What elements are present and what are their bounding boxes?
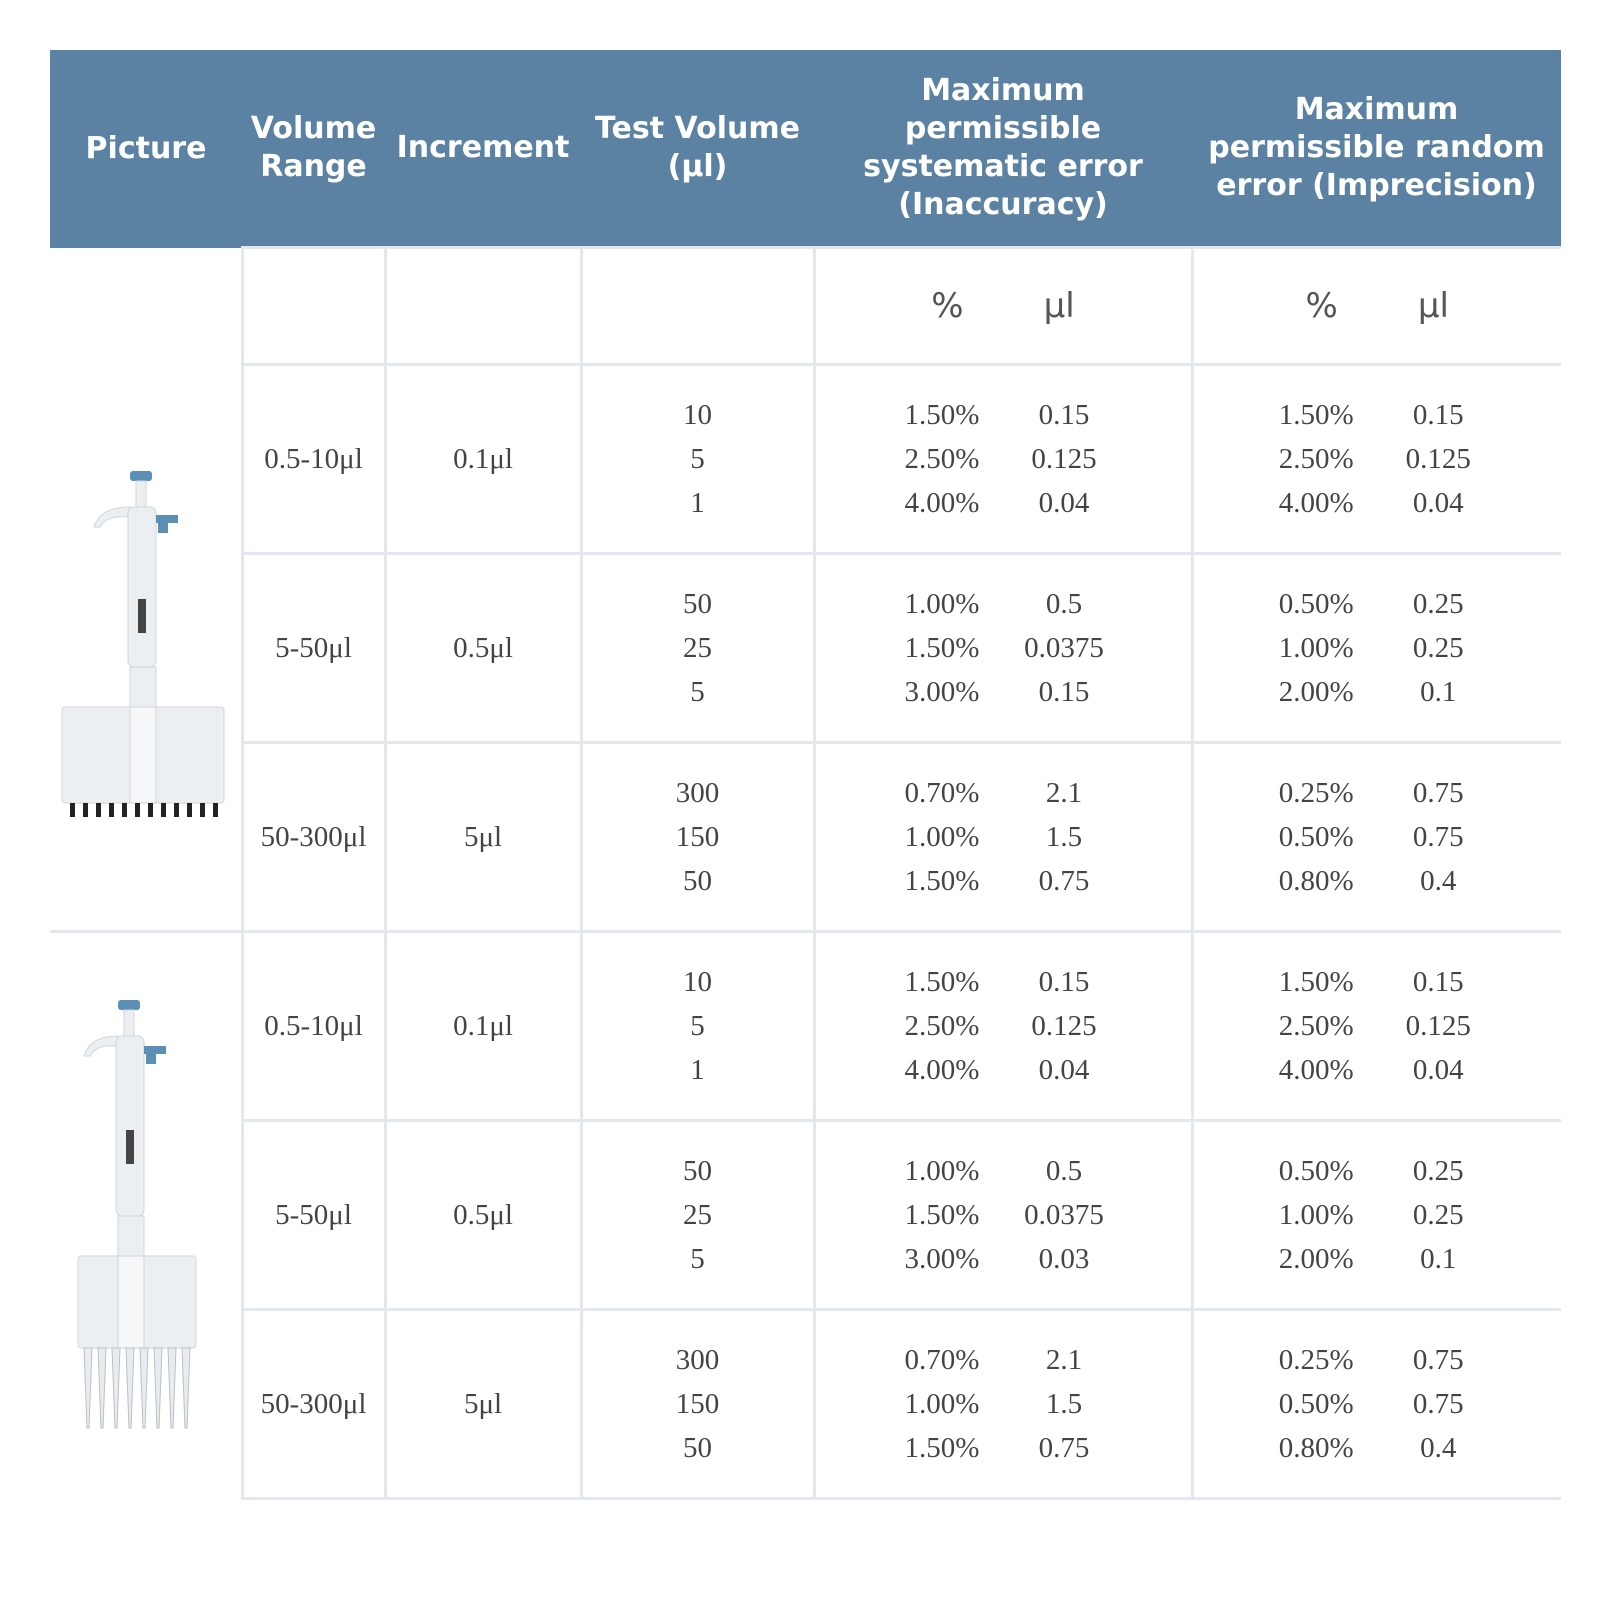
random-error-cell — [1192, 1310, 1561, 1499]
systematic-error-ul: 2.1 — [1045, 777, 1083, 809]
header-volume-range-line2: Range — [260, 149, 367, 184]
test-volume-value: 25 — [683, 632, 712, 664]
increment-cell: 0.5μl — [385, 1121, 581, 1310]
table-row — [50, 365, 1561, 554]
systematic-error-percent: 3.00% — [904, 1243, 980, 1275]
random-error-percent: 2.00% — [1278, 676, 1354, 708]
test-volume-value: 300 — [675, 777, 720, 809]
table-row — [50, 1310, 1561, 1499]
systematic-error-percent: 1.50% — [904, 1432, 980, 1464]
random-error-percent: 0.80% — [1278, 1432, 1354, 1464]
multichannel-pipette-12-channel-icon — [60, 467, 230, 827]
random-error-cell — [1192, 365, 1561, 554]
systematic-error-percent: 4.00% — [904, 487, 980, 519]
random-error-ul: 0.25 — [1412, 632, 1464, 664]
volume-range-cell: 0.5-10μl — [242, 932, 385, 1121]
systematic-error-percent: 3.00% — [904, 676, 980, 708]
random-error-percent: 1.50% — [1278, 399, 1354, 431]
random-error-cell — [1192, 932, 1561, 1121]
random-error-percent: 0.25% — [1278, 777, 1354, 809]
header-volume-range — [242, 50, 385, 248]
volume-range-cell: 50-300μl — [242, 1310, 385, 1499]
systematic-error-percent: 1.00% — [904, 1388, 980, 1420]
unit-rand-ul: μl — [1417, 286, 1449, 326]
random-error-ul: 0.4 — [1420, 865, 1457, 897]
table-row — [50, 1121, 1561, 1310]
systematic-error-ul: 0.15 — [1038, 676, 1090, 708]
header-random-line1: Maximum — [1294, 92, 1459, 127]
header-systematic-line3: (Inaccuracy) — [898, 187, 1108, 222]
random-error-ul: 0.15 — [1412, 966, 1464, 998]
unit-cell-empty — [385, 248, 581, 365]
random-error-percent: 0.50% — [1278, 821, 1354, 853]
systematic-error-percent: 1.50% — [904, 966, 980, 998]
systematic-error-ul: 0.0375 — [1024, 1199, 1104, 1231]
increment-cell: 0.1μl — [385, 932, 581, 1121]
random-error-ul: 0.125 — [1405, 1010, 1471, 1042]
volume-range-cell: 5-50μl — [242, 1121, 385, 1310]
header-systematic-line2: systematic error — [863, 149, 1143, 184]
header-test-volume-line1: Test Volume — [595, 111, 800, 146]
systematic-error-ul: 0.04 — [1038, 487, 1090, 519]
header-test-volume — [581, 50, 814, 248]
systematic-error-cell — [814, 1310, 1192, 1499]
header-systematic-error — [814, 50, 1192, 248]
systematic-error-ul: 0.75 — [1038, 1432, 1090, 1464]
test-volume-value: 5 — [690, 1010, 705, 1042]
random-error-cell — [1192, 743, 1561, 932]
systematic-error-percent: 4.00% — [904, 1054, 980, 1086]
systematic-error-ul: 0.125 — [1031, 443, 1097, 475]
table-row — [50, 743, 1561, 932]
systematic-error-percent: 1.00% — [904, 588, 980, 620]
increment-cell: 5μl — [385, 743, 581, 932]
systematic-error-percent: 1.50% — [904, 865, 980, 897]
test-volume-value: 5 — [690, 443, 705, 475]
random-error-percent: 1.50% — [1278, 966, 1354, 998]
random-error-ul: 0.25 — [1412, 588, 1464, 620]
header-picture: Picture — [50, 50, 242, 248]
unit-cell-random — [1192, 248, 1561, 365]
multichannel-pipette-8-channel-icon — [60, 996, 230, 1436]
systematic-error-percent: 2.50% — [904, 1010, 980, 1042]
test-volume-value: 50 — [683, 1155, 712, 1187]
volume-range-cell: 0.5-10μl — [242, 365, 385, 554]
test-volume-cell — [581, 365, 814, 554]
random-error-ul: 0.75 — [1412, 821, 1464, 853]
test-volume-value: 150 — [675, 821, 720, 853]
random-error-ul: 0.04 — [1412, 487, 1464, 519]
systematic-error-ul: 0.15 — [1038, 966, 1090, 998]
systematic-error-percent: 2.50% — [904, 443, 980, 475]
volume-range-cell: 50-300μl — [242, 743, 385, 932]
test-volume-value: 5 — [690, 1243, 705, 1275]
header-random-line2: permissible random — [1208, 130, 1545, 165]
systematic-error-percent: 1.50% — [904, 399, 980, 431]
increment-cell: 0.1μl — [385, 365, 581, 554]
unit-cell-empty — [581, 248, 814, 365]
systematic-error-percent: 1.50% — [904, 632, 980, 664]
systematic-error-ul: 0.5 — [1045, 588, 1083, 620]
volume-range-cell: 5-50μl — [242, 554, 385, 743]
random-error-percent: 0.50% — [1278, 1388, 1354, 1420]
systematic-error-percent: 1.00% — [904, 821, 980, 853]
unit-sys-ul: μl — [1043, 286, 1075, 326]
test-volume-value: 25 — [683, 1199, 712, 1231]
random-error-ul: 0.125 — [1405, 443, 1471, 475]
random-error-ul: 0.75 — [1412, 1388, 1464, 1420]
systematic-error-cell — [814, 1121, 1192, 1310]
random-error-percent: 1.00% — [1278, 1199, 1354, 1231]
table-row — [50, 554, 1561, 743]
random-error-percent: 1.00% — [1278, 632, 1354, 664]
table-row — [50, 932, 1561, 1121]
increment-cell: 0.5μl — [385, 554, 581, 743]
unit-rand-percent: % — [1305, 286, 1338, 326]
picture-cell — [50, 932, 242, 1499]
test-volume-value: 300 — [675, 1344, 720, 1376]
systematic-error-ul: 0.04 — [1038, 1054, 1090, 1086]
systematic-error-ul: 0.125 — [1031, 1010, 1097, 1042]
random-error-ul: 0.4 — [1420, 1432, 1457, 1464]
test-volume-value: 50 — [683, 588, 712, 620]
unit-cell-empty — [242, 248, 385, 365]
header-systematic-line1: Maximum permissible — [904, 73, 1102, 146]
random-error-ul: 0.1 — [1420, 1243, 1457, 1275]
random-error-percent: 0.80% — [1278, 865, 1354, 897]
systematic-error-percent: 1.50% — [904, 1199, 980, 1231]
test-volume-value: 50 — [683, 1432, 712, 1464]
systematic-error-ul: 1.5 — [1045, 821, 1083, 853]
random-error-percent: 2.50% — [1278, 443, 1354, 475]
test-volume-value: 150 — [675, 1388, 720, 1420]
systematic-error-percent: 0.70% — [904, 1344, 980, 1376]
systematic-error-ul: 0.03 — [1038, 1243, 1090, 1275]
random-error-percent: 2.00% — [1278, 1243, 1354, 1275]
test-volume-value: 5 — [690, 676, 705, 708]
random-error-ul: 0.25 — [1412, 1155, 1464, 1187]
systematic-error-ul: 2.1 — [1045, 1344, 1083, 1376]
systematic-error-cell — [814, 743, 1192, 932]
test-volume-value: 10 — [683, 399, 712, 431]
random-error-cell — [1192, 1121, 1561, 1310]
systematic-error-ul: 0.15 — [1038, 399, 1090, 431]
systematic-error-cell — [814, 932, 1192, 1121]
random-error-ul: 0.25 — [1412, 1199, 1464, 1231]
test-volume-value: 50 — [683, 865, 712, 897]
table-header-row — [50, 50, 1561, 248]
systematic-error-percent: 1.00% — [904, 1155, 980, 1187]
picture-cell-empty — [50, 248, 242, 365]
test-volume-cell — [581, 1310, 814, 1499]
systematic-error-cell — [814, 554, 1192, 743]
random-error-ul: 0.75 — [1412, 777, 1464, 809]
random-error-percent: 4.00% — [1278, 1054, 1354, 1086]
table-body — [50, 248, 1561, 1499]
test-volume-value: 1 — [690, 487, 705, 519]
pipette-spec-table — [50, 50, 1561, 1500]
picture-cell — [50, 365, 242, 932]
test-volume-cell — [581, 1121, 814, 1310]
unit-cell-systematic — [814, 248, 1192, 365]
header-test-volume-line2: (μl) — [667, 149, 728, 184]
random-error-cell — [1192, 554, 1561, 743]
systematic-error-cell — [814, 365, 1192, 554]
random-error-percent: 2.50% — [1278, 1010, 1354, 1042]
random-error-ul: 0.75 — [1412, 1344, 1464, 1376]
random-error-ul: 0.04 — [1412, 1054, 1464, 1086]
unit-sys-percent: % — [931, 286, 964, 326]
systematic-error-ul: 1.5 — [1045, 1388, 1083, 1420]
systematic-error-ul: 0.0375 — [1024, 632, 1104, 664]
test-volume-value: 10 — [683, 966, 712, 998]
systematic-error-ul: 0.5 — [1045, 1155, 1083, 1187]
random-error-percent: 0.50% — [1278, 588, 1354, 620]
random-error-percent: 0.25% — [1278, 1344, 1354, 1376]
header-volume-range-line1: Volume — [250, 111, 377, 146]
header-increment: Increment — [385, 50, 581, 248]
test-volume-cell — [581, 932, 814, 1121]
systematic-error-percent: 0.70% — [904, 777, 980, 809]
increment-cell: 5μl — [385, 1310, 581, 1499]
test-volume-value: 1 — [690, 1054, 705, 1086]
header-random-error — [1192, 50, 1561, 248]
unit-row — [50, 248, 1561, 365]
random-error-percent: 4.00% — [1278, 487, 1354, 519]
test-volume-cell — [581, 554, 814, 743]
random-error-ul: 0.15 — [1412, 399, 1464, 431]
test-volume-cell — [581, 743, 814, 932]
header-random-line3: error (Imprecision) — [1216, 168, 1537, 203]
random-error-percent: 0.50% — [1278, 1155, 1354, 1187]
random-error-ul: 0.1 — [1420, 676, 1457, 708]
systematic-error-ul: 0.75 — [1038, 865, 1090, 897]
